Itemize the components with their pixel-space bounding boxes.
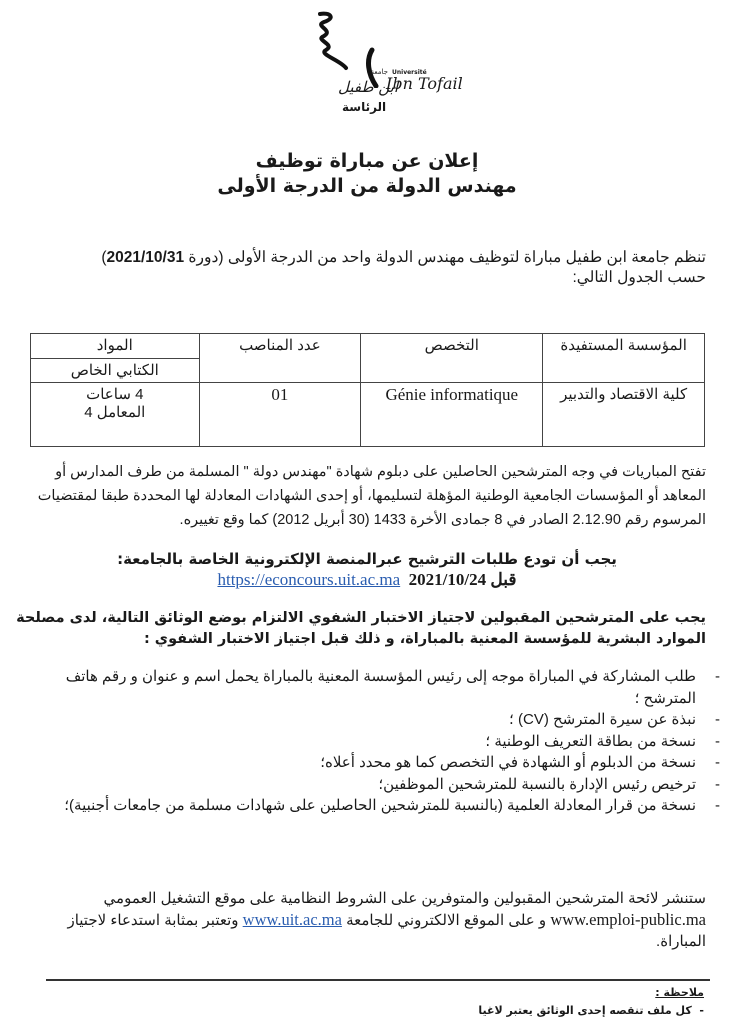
logo-arabic-small: جامعة: [370, 68, 388, 76]
publish-part3: وتعتبر بمثابة استدعاء لاجتياز المباراة.: [67, 912, 706, 950]
eligibility-paragraph: تفتح المباريات في وجه المترشحين الحاصلين على دبلوم شهادة "مهندس دولة " المسلمة من طرف المدارس أو المعاهد أو المؤسسات الجامعية الوطنية المؤهلة لتسليمها، أو إحدى الشهادات المعادلة لها المحددة طبقا لمقتضيات المرسوم رقم 2.12.90 الصادر في 8 جمادى الأخرة 1433 (30 أبريل 2012) كما وقع تغييره.: [37, 464, 706, 528]
document-text: نبذة عن سيرة المترشح (CV) ؛: [509, 711, 696, 728]
exam-date: 2021/10/31: [106, 249, 185, 266]
table-header-row: [31, 334, 705, 359]
document-text: نسخة من الدبلوم أو الشهادة في التخصص كما هو محدد أعلاه؛: [320, 754, 696, 771]
publish-part1: ستنشر لائحة المترشحين المقبولين والمتوفرين على الشروط النظامية على موقع التشغيل العمومي: [103, 890, 706, 907]
document-text: نسخة من بطاقة التعريف الوطنية ؛: [485, 732, 696, 750]
dash-bullet-icon: -: [715, 732, 720, 750]
note-item: [478, 1004, 704, 1017]
dash-bullet-icon: -: [715, 797, 720, 814]
page-subtitle: مهندس الدولة من الدرجة الأولى: [217, 175, 517, 197]
emploi-public-site: www.emploi-public.ma: [550, 910, 706, 929]
document-text: ترخيص رئيس الإدارة بالنسبة للمترشحين الموظفين؛: [378, 775, 696, 793]
list-item: [20, 709, 720, 731]
positions-table: [30, 333, 705, 447]
publish-part2: و على الموقع الالكتروني للجامعة: [341, 912, 551, 929]
logo-latin-name: Ibn Tofail: [386, 74, 463, 93]
table-row: [31, 383, 705, 447]
required-documents-list: [20, 666, 720, 817]
deposit-link-line: [0, 570, 734, 590]
list-item: [20, 774, 720, 796]
note-text: كل ملف تنقصه إحدى الوثائق يعتبر لاغيا: [478, 1004, 692, 1017]
document-text: نسخة من قرار المعادلة العلمية (بالنسبة للمترشحين الحاصلين على شهادات مسلمة من جامعات أجنبية)؛: [64, 797, 696, 814]
dash-bullet-icon: -: [691, 1004, 704, 1017]
university-logo: [300, 8, 470, 118]
page-title: إعلان عن مباراة توظيف: [255, 150, 479, 172]
deposit-before: قبل: [490, 570, 517, 589]
note-title: ملاحظة :: [655, 986, 704, 999]
header-positions: عدد المناصب: [199, 334, 361, 383]
econcours-link[interactable]: https://econcours.uit.ac.ma: [217, 570, 401, 589]
list-item: [20, 666, 720, 709]
uit-website-link[interactable]: www.uit.ac.ma: [242, 910, 342, 929]
publication-paragraph: [26, 888, 706, 952]
intro-line2: حسب الجدول التالي:: [572, 269, 706, 286]
logo-arabic-name: ابن طفيل: [338, 78, 398, 96]
deposit-deadline: 2021/10/24: [408, 570, 487, 589]
header-subjects-sub: الكتابي الخاص: [31, 358, 200, 383]
oral-exam-instruction: يجب على المترشحين المقبولين لاجتياز الاختبار الشفوي الالتزام بوضع الوثائق التالية، لدى مصلحة الموارد البشرية للمؤسسة المعنية بالمباراة، و ذلك قبل اجتياز الاختبار الشفوي :: [16, 610, 706, 647]
cell-coefficient: المعامل 4: [84, 404, 146, 421]
dash-bullet-icon: -: [715, 775, 720, 793]
list-item: [20, 752, 720, 774]
header-subjects: المواد: [31, 334, 200, 359]
dash-bullet-icon: -: [715, 711, 720, 728]
logo-latin-small: Université: [392, 69, 427, 76]
logo-department: الرئاسة: [342, 100, 387, 114]
intro-paragraph: [16, 248, 706, 288]
dash-bullet-icon: -: [715, 754, 720, 771]
document-text: طلب المشاركة في المباراة موجه إلى رئيس المؤسسة المعنية بالمباراة يحمل اسم و عنوان و رقم هاتف المترشح ؛: [65, 668, 696, 707]
list-item: [20, 795, 720, 817]
cell-positions: 01: [199, 383, 361, 447]
deposit-instruction: يجب أن تودع طلبات الترشيح عبرالمنصة الإلكترونية الخاصة بالجامعة:: [117, 550, 617, 568]
cell-duration: 4 ساعات: [86, 386, 144, 403]
cell-institution: كلية الاقتصاد والتدبير: [543, 383, 705, 447]
dash-bullet-icon: -: [715, 668, 720, 685]
header-institution: المؤسسة المستفيدة: [543, 334, 705, 383]
cell-subjects: [31, 383, 200, 447]
cell-specialty: Génie informatique: [361, 383, 543, 447]
list-item: [20, 731, 720, 753]
header-specialty: التخصص: [361, 334, 543, 383]
intro-text: تنظم جامعة ابن طفيل مباراة لتوظيف مهندس الدولة واحد من الدرجة الأولى (دورة: [184, 249, 706, 266]
divider: [46, 979, 710, 981]
intro-close: ): [101, 249, 107, 266]
